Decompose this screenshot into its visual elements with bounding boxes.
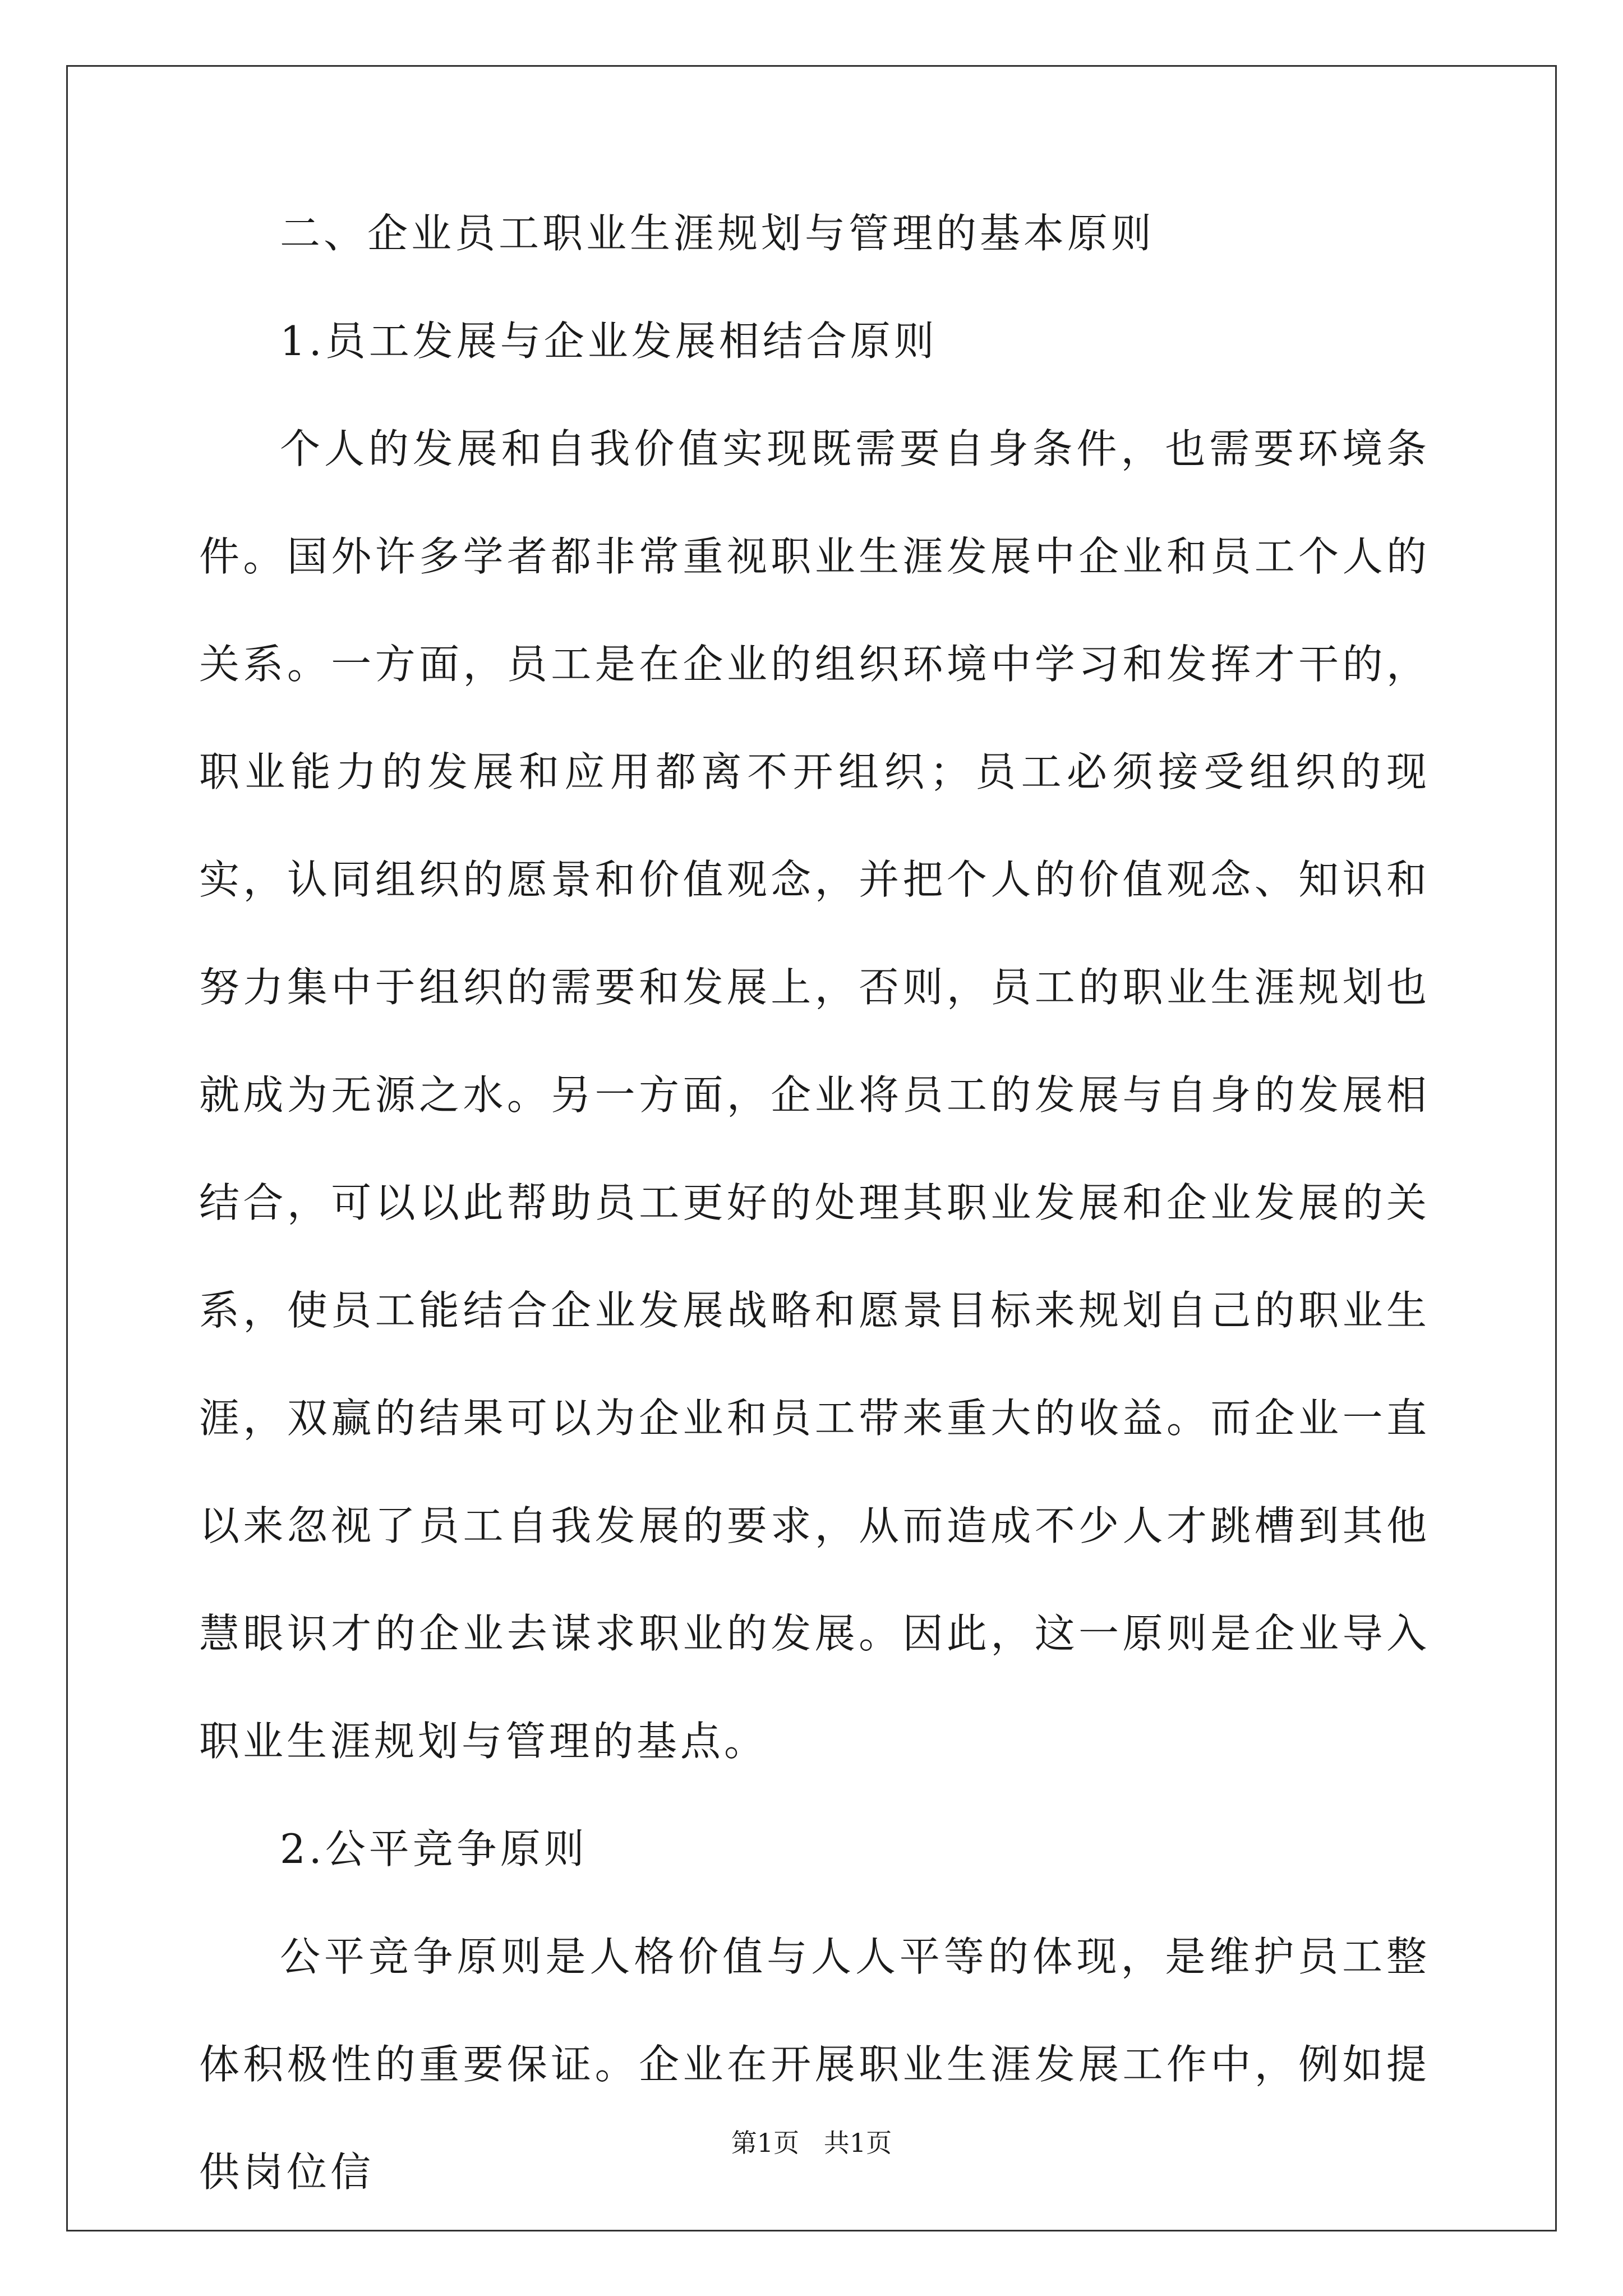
- section1-title: 1.员工发展与企业发展相结合原则: [280, 318, 938, 365]
- section-heading: 二、企业员工职业生涯规划与管理的基本原则: [280, 210, 1155, 257]
- section2-paragraph: 公平竞争原则是人格价值与人人平等的体现，是维护员工整体积极性的重要保证。企业在开展职业生涯发展工作中，例如提供岗位信: [199, 1933, 1430, 2196]
- page-footer: 第1页 共1页: [731, 2128, 892, 2158]
- section1-paragraph: 个人的发展和自我价值实现既需要自身条件，也需要环境条件。国外许多学者都非常重视职业生涯发展中企业和员工个人的关系。一方面，员工是在企业的组织环境中学习和发挥才干的，职业能力的发展和应用都离不开组织；员工必须接受组织的现实，认同组织的愿景和价值观念，并把个人的价值观念、知识和努力集中于组织的需要和发展上，否则，员工的职业生涯规划也就成为无源之水。另一方面，企业将员工的发展与自身的发展相结合，可以以此帮助员工更好的处理其职业发展和企业发展的关系，使员工能结合企业发展战略和愿景目标来规划自己的职业生涯，双赢的结果可以为企业和员工带来重大的收益。而企业一直以来忽视了员工自我发展的要求，从而造成不少人才跳槽到其他慧眼识才的企业去谋求职业的发展。因此，这一原则是企业导入职业生涯规划与管理的基点。: [199, 425, 1430, 1765]
- document-body: [199, 206, 1430, 2226]
- section2-title: 2.公平竞争原则: [280, 1825, 588, 1872]
